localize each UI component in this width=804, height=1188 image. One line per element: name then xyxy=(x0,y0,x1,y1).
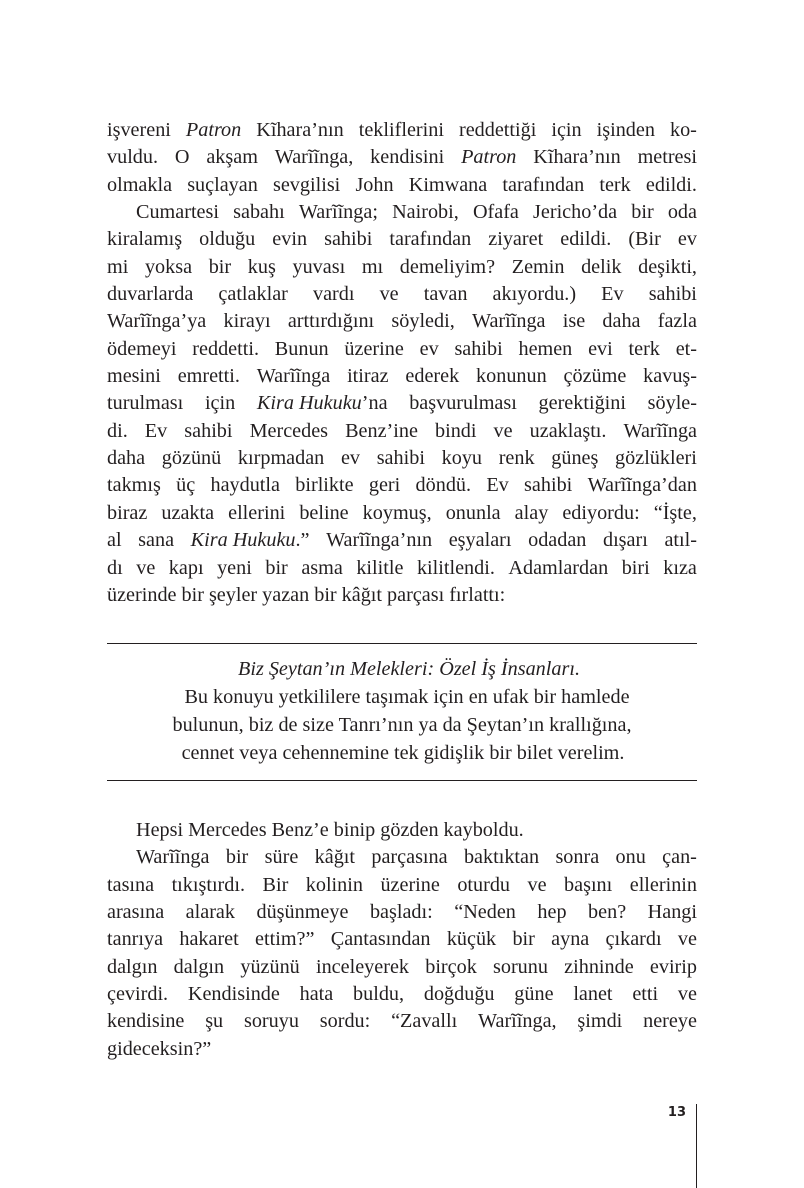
word: üzerine xyxy=(344,337,404,360)
word: fırlattı: xyxy=(449,583,506,606)
word: olmakla xyxy=(107,173,173,196)
word: sahibi xyxy=(324,228,373,251)
word: koyu xyxy=(441,447,482,470)
word: gözlükleri xyxy=(615,447,697,470)
word: demeliyim? xyxy=(399,255,496,278)
word: üzerinde xyxy=(107,583,177,606)
word: binip xyxy=(333,819,376,841)
word: ellerinin xyxy=(629,873,697,896)
word: metresi xyxy=(637,146,697,169)
word: reddetti. xyxy=(192,337,260,360)
word: döndü. xyxy=(415,474,472,497)
note-line: Bu konuyu yetkililere taşımak için en ufak bir hamlede xyxy=(184,686,630,708)
word: bir xyxy=(631,201,654,224)
word: deşikti, xyxy=(638,255,697,278)
word: sahibi xyxy=(376,447,425,470)
word: ediyordu: xyxy=(562,501,640,524)
word: Warĩĩnga’dan xyxy=(587,474,697,497)
word: olduğu xyxy=(199,228,256,251)
word: ve xyxy=(677,983,697,1006)
text-line xyxy=(107,254,697,281)
word: kâğıt xyxy=(314,846,356,869)
word: Warĩĩnga’nın xyxy=(326,529,433,552)
word: sahibi xyxy=(648,283,697,306)
word: şimdi xyxy=(577,1010,623,1033)
threat-note-text xyxy=(107,655,697,767)
word: birçok xyxy=(425,955,477,978)
italic-word: Patron xyxy=(461,146,517,169)
word: başvurulması xyxy=(409,392,517,415)
word: mi xyxy=(107,255,129,278)
word: kolinin xyxy=(305,873,363,896)
word: evirip xyxy=(649,955,697,978)
word: parçası xyxy=(387,583,445,606)
word: Warĩĩnga xyxy=(136,846,210,869)
text-line xyxy=(107,500,697,527)
word: Bir xyxy=(262,873,289,896)
word: Kĩhara’nın xyxy=(533,146,621,169)
word: bir xyxy=(225,846,249,869)
word: ayna xyxy=(551,928,590,951)
word: eşyaları xyxy=(448,529,512,552)
word: hata xyxy=(299,983,334,1006)
page-number: 13 xyxy=(667,1105,686,1120)
word: biri xyxy=(621,556,650,579)
word: kırpmadan xyxy=(237,447,325,470)
word: onu xyxy=(615,846,646,869)
text-line xyxy=(107,954,697,981)
word: etti xyxy=(632,983,659,1006)
word: kavuş- xyxy=(643,365,697,388)
word: (Bir xyxy=(628,228,661,251)
text-line xyxy=(107,390,697,417)
word: Warĩĩnga; xyxy=(298,201,378,224)
word: ise xyxy=(562,310,586,333)
word: Ev xyxy=(486,474,509,497)
word: beline xyxy=(299,501,349,524)
word: yoksa xyxy=(144,255,193,278)
text-line xyxy=(107,844,697,871)
word: daha xyxy=(107,447,146,470)
word: Bunun xyxy=(274,337,329,360)
word: kirayı xyxy=(223,310,271,333)
word: O xyxy=(174,146,190,169)
word: oturdu xyxy=(457,873,511,896)
text-line xyxy=(107,363,697,390)
word: ve xyxy=(379,283,399,306)
word: hemen xyxy=(518,337,573,360)
word: Warĩĩnga’ya xyxy=(107,310,207,333)
text-line xyxy=(107,117,697,144)
word: lanet xyxy=(573,983,613,1006)
text-line xyxy=(107,555,697,582)
word: gözünü xyxy=(161,447,222,470)
word: delik xyxy=(581,255,622,278)
word xyxy=(186,117,241,144)
text-line xyxy=(107,418,697,445)
text-line xyxy=(107,445,697,472)
word: Benz’ine xyxy=(345,419,418,442)
word: düşünmeye xyxy=(256,901,349,924)
word: reddettiği xyxy=(458,119,537,141)
word: sahibi xyxy=(454,337,503,360)
word: dı xyxy=(107,556,123,579)
word: kuş xyxy=(247,255,276,278)
word: işinden xyxy=(596,119,655,141)
word: koymuş, xyxy=(362,501,432,524)
word: kendisini xyxy=(370,146,445,169)
word: ko- xyxy=(669,119,697,141)
italic-word: Kira Hukuku xyxy=(256,392,362,415)
word: ziyaret xyxy=(488,228,544,251)
word: tanrıya xyxy=(107,928,164,951)
word: Warĩĩnga xyxy=(623,419,697,442)
text-line xyxy=(107,199,697,226)
word: soruyu xyxy=(243,1010,299,1033)
word: Hangi xyxy=(647,901,697,924)
word: tasına xyxy=(107,873,155,896)
text-line xyxy=(107,281,697,308)
word: zihninde xyxy=(564,955,634,978)
text-line xyxy=(107,981,697,1008)
word: kapı xyxy=(168,556,204,579)
word: üzerine xyxy=(380,873,440,896)
word: çan- xyxy=(662,846,697,869)
word: ellerini xyxy=(228,501,286,524)
word: şeyler xyxy=(208,583,258,606)
word: Warĩĩnga, xyxy=(478,1010,557,1033)
word: için xyxy=(551,119,582,141)
word: çatlaklar xyxy=(218,283,288,306)
word: renk xyxy=(498,447,535,470)
text-line xyxy=(107,472,697,499)
word: sordu: xyxy=(319,1010,371,1033)
word: şu xyxy=(205,1010,224,1033)
word: Ofafa xyxy=(472,201,519,224)
word: sorunu xyxy=(493,955,548,978)
word: bir xyxy=(208,255,232,278)
text-line xyxy=(107,1036,697,1063)
word: terk xyxy=(599,173,631,196)
word: Mercedes xyxy=(249,419,329,442)
word: ev xyxy=(677,228,697,251)
note-line: bulunun, biz de size Tanrı’nın ya da Şeytan’ın krallığına, xyxy=(172,714,632,736)
word: kilitle xyxy=(356,556,404,579)
word: üç xyxy=(176,474,196,497)
word xyxy=(461,144,516,171)
word: arasına xyxy=(107,901,165,924)
word: Hepsi xyxy=(136,819,184,841)
word: mesini xyxy=(107,365,161,388)
word: Kendisinde xyxy=(187,983,280,1006)
body-text-bottom xyxy=(107,817,697,1063)
word xyxy=(191,527,310,554)
word: Cumartesi xyxy=(136,201,219,224)
text-line xyxy=(107,817,697,844)
word: tıkıştırdı. xyxy=(171,873,246,896)
word: akşam xyxy=(206,146,258,169)
word: uzakta xyxy=(161,501,215,524)
note-heading: Biz Şeytan’ın Melekleri: Özel İş İnsanları. xyxy=(238,658,580,680)
word: ben? xyxy=(588,901,627,924)
word: ve xyxy=(677,928,697,951)
word: takmış xyxy=(107,474,161,497)
word: “Zavallı xyxy=(391,1010,458,1033)
word: akıyordu.) xyxy=(492,283,577,306)
word: ve xyxy=(527,873,547,896)
word: gideceksin?” xyxy=(107,1037,212,1060)
word: doğduğu xyxy=(423,983,495,1006)
word: Kimwana xyxy=(408,173,488,196)
word: odadan xyxy=(528,529,587,552)
word: dalgın xyxy=(173,955,225,978)
word: sana xyxy=(138,529,175,552)
word: oda xyxy=(667,201,697,224)
word: güneş xyxy=(551,447,599,470)
word: Zemin xyxy=(511,255,565,278)
threat-note-box xyxy=(107,643,697,782)
italic-word: Patron xyxy=(185,119,242,141)
word: ödemeyi xyxy=(107,337,177,360)
body-text-top xyxy=(107,117,697,609)
word: hep xyxy=(537,901,567,924)
word: Kĩhara’nın xyxy=(256,119,344,141)
word: di. xyxy=(107,419,128,442)
word: yüzünü xyxy=(240,955,300,978)
word: Warĩĩnga, xyxy=(274,146,354,169)
word: kendisine xyxy=(107,1010,185,1033)
word: kilitlendi. xyxy=(416,556,495,579)
text-line xyxy=(107,336,697,363)
note-line: cennet veya cehennemine tek gidişlik bir bilet verelim. xyxy=(181,742,625,764)
word: parçasına xyxy=(371,846,448,869)
word: gözden xyxy=(380,819,439,841)
word: atıl- xyxy=(664,529,697,552)
word: ve xyxy=(493,419,513,442)
word: geri xyxy=(368,474,401,497)
word: bindi xyxy=(435,419,477,442)
word: inceleyerek xyxy=(315,955,410,978)
word: gerektiğini xyxy=(538,392,626,415)
word: alarak xyxy=(185,901,235,924)
word: suçlayan xyxy=(187,173,258,196)
word: söyle- xyxy=(647,392,697,415)
text-line xyxy=(107,1008,697,1035)
word: için xyxy=(204,392,236,415)
word: “İşte, xyxy=(653,501,697,524)
word: başladı: xyxy=(369,901,433,924)
word: Ev xyxy=(144,419,168,442)
word: başını xyxy=(564,873,613,896)
word: nereye xyxy=(643,1010,697,1033)
word: bir xyxy=(181,583,204,606)
word: güne xyxy=(514,983,554,1006)
word: vardı xyxy=(312,283,355,306)
word: Benz’e xyxy=(271,819,329,841)
word: kâğıt xyxy=(341,583,383,606)
word: Warĩĩnga xyxy=(256,365,331,388)
text-line xyxy=(107,899,697,926)
word: John xyxy=(355,173,394,196)
text-line xyxy=(107,926,697,953)
word: bir xyxy=(512,928,535,951)
word: çıkardı xyxy=(605,928,662,951)
word: kıza xyxy=(663,556,697,579)
word: fazla xyxy=(657,310,697,333)
word: konunun xyxy=(476,365,547,388)
word: bir xyxy=(265,556,288,579)
word: çözüme xyxy=(563,365,627,388)
word-suffix: .” xyxy=(295,529,310,552)
word: alay xyxy=(514,501,549,524)
word: sonra xyxy=(555,846,600,869)
word: arttırdığını xyxy=(287,310,375,333)
word: ev xyxy=(340,447,361,470)
word: uzaklaştı. xyxy=(529,419,607,442)
word: ettim?” xyxy=(255,928,315,951)
word: kiralamış xyxy=(107,228,183,251)
word: mı xyxy=(361,255,384,278)
word: Adamlardan xyxy=(508,556,609,579)
word: itiraz xyxy=(347,365,389,388)
note-top-rule xyxy=(107,643,697,644)
word: asma xyxy=(301,556,343,579)
word: kayboldu. xyxy=(443,819,524,841)
word-suffix: ’na xyxy=(361,392,388,415)
word: dalgın xyxy=(107,955,158,978)
text-line xyxy=(107,226,697,253)
word: ve xyxy=(136,556,156,579)
text-line xyxy=(107,582,697,609)
word: duvarlarda xyxy=(107,283,194,306)
word: yuvası xyxy=(292,255,346,278)
word: sahibi xyxy=(184,419,233,442)
word: ederek xyxy=(405,365,460,388)
word: “Neden xyxy=(454,901,516,924)
word: yeni xyxy=(217,556,252,579)
word: Nairobi, xyxy=(392,201,459,224)
text-line xyxy=(107,872,697,899)
word: sahibi xyxy=(524,474,573,497)
word: onunla xyxy=(445,501,501,524)
word: çevirdi. xyxy=(107,983,169,1006)
word: bir xyxy=(314,583,337,606)
word: sabahı xyxy=(233,201,285,224)
word: sevgilisi xyxy=(272,173,341,196)
word: emretti. xyxy=(177,365,240,388)
word: daha xyxy=(602,310,641,333)
word: Çantasından xyxy=(330,928,431,951)
word: yazan xyxy=(262,583,310,606)
word: Mercedes xyxy=(188,819,267,841)
word: hakaret xyxy=(179,928,239,951)
word: dışarı xyxy=(602,529,648,552)
word: küçük xyxy=(446,928,497,951)
word: haydutla xyxy=(210,474,280,497)
text-line xyxy=(107,527,697,554)
italic-word: Kira Hukuku xyxy=(190,529,296,552)
word: süre xyxy=(264,846,299,869)
word: Warĩĩnga xyxy=(472,310,546,333)
word: evi xyxy=(588,337,613,360)
text-line xyxy=(107,172,697,199)
word: buldu, xyxy=(353,983,405,1006)
word: baktıktan xyxy=(463,846,540,869)
word: vuldu. xyxy=(107,146,159,169)
note-bottom-rule xyxy=(107,780,697,781)
word: biraz xyxy=(107,501,148,524)
word: işvereni xyxy=(107,119,171,141)
word: Jericho’da xyxy=(533,201,618,224)
word: et- xyxy=(675,337,697,360)
word xyxy=(257,390,388,417)
word: tekliflerini xyxy=(358,119,444,141)
word: Ev xyxy=(601,283,624,306)
word: al xyxy=(107,529,122,552)
word: ev xyxy=(419,337,439,360)
word: evin xyxy=(272,228,308,251)
word: turulması xyxy=(107,392,184,415)
page-margin-rule xyxy=(696,1104,697,1188)
word: edildi. xyxy=(560,228,612,251)
text-line xyxy=(107,144,697,171)
word: birlikte xyxy=(295,474,354,497)
word: terk xyxy=(628,337,660,360)
word: tarafından xyxy=(389,228,472,251)
word: tavan xyxy=(423,283,468,306)
word: söyledi, xyxy=(391,310,455,333)
text-line xyxy=(107,308,697,335)
word: edildi. xyxy=(645,173,697,196)
word: tarafından xyxy=(502,173,585,196)
